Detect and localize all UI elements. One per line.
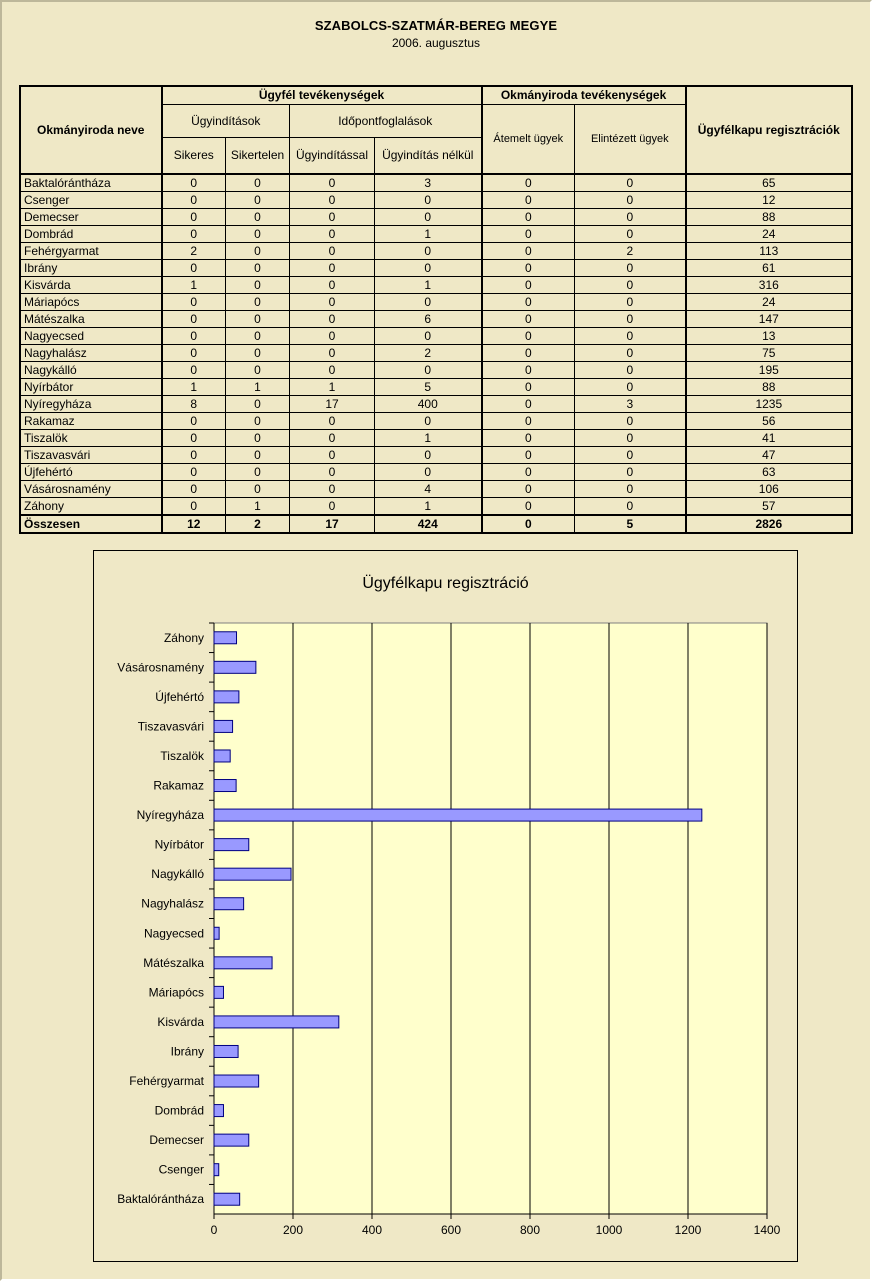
with-initiation-cell: 0	[290, 260, 375, 277]
header-client-activities: Ügyfél tevékenységek	[162, 87, 482, 105]
transferred-cell: 0	[482, 345, 575, 362]
transferred-cell: 0	[482, 481, 575, 498]
with-initiation-cell: 17	[290, 515, 375, 533]
bar-chart	[94, 551, 797, 1261]
header-appointments: Időpontfoglalások	[290, 105, 482, 138]
transferred-cell: 0	[482, 277, 575, 294]
with-initiation-cell: 0	[290, 174, 375, 192]
success-cell: 0	[162, 447, 226, 464]
without-initiation-cell: 1	[375, 226, 482, 243]
office-name-cell: Újfehértó	[21, 464, 162, 481]
office-name-cell: Demecser	[21, 209, 162, 226]
office-name-cell: Vásárosnamény	[21, 481, 162, 498]
without-initiation-cell: 2	[375, 345, 482, 362]
without-initiation-cell: 400	[375, 396, 482, 413]
category-label: Kisvárda	[157, 1014, 204, 1029]
handled-cell: 0	[575, 498, 686, 516]
bar	[214, 691, 239, 703]
registrations-cell: 1235	[686, 396, 852, 413]
without-initiation-cell: 5	[375, 379, 482, 396]
with-initiation-cell: 0	[290, 243, 375, 260]
transferred-cell: 0	[482, 379, 575, 396]
with-initiation-cell: 0	[290, 481, 375, 498]
registrations-cell: 57	[686, 498, 852, 516]
bar	[214, 1075, 259, 1087]
bar	[214, 1193, 240, 1205]
success-cell: 0	[162, 345, 226, 362]
fail-cell: 0	[226, 174, 290, 192]
category-label: Tiszavasvári	[137, 719, 204, 734]
category-label: Nagyecsed	[143, 926, 204, 941]
transferred-cell: 0	[482, 396, 575, 413]
table-row	[21, 311, 852, 328]
office-name-cell: Csenger	[21, 192, 162, 209]
without-initiation-cell: 424	[375, 515, 482, 533]
header-office-activities: Okmányiroda tevékenységek	[482, 87, 686, 105]
success-cell: 0	[162, 192, 226, 209]
with-initiation-cell: 0	[290, 209, 375, 226]
bar	[214, 986, 223, 998]
fail-cell: 0	[226, 226, 290, 243]
with-initiation-cell: 0	[290, 277, 375, 294]
office-name-cell: Máriapócs	[21, 294, 162, 311]
category-label: Záhony	[163, 630, 204, 645]
x-tick-label: 200	[282, 1223, 304, 1237]
registrations-cell: 106	[686, 481, 852, 498]
bar	[214, 750, 230, 762]
fail-cell: 0	[226, 294, 290, 311]
bar	[214, 1016, 339, 1028]
bar	[214, 927, 219, 939]
handled-cell: 0	[575, 481, 686, 498]
transferred-cell: 0	[482, 447, 575, 464]
table-row	[21, 413, 852, 430]
success-cell: 0	[162, 498, 226, 516]
fail-cell: 0	[226, 243, 290, 260]
handled-cell: 0	[575, 277, 686, 294]
table-row	[21, 379, 852, 396]
success-cell: 0	[162, 413, 226, 430]
with-initiation-cell: 1	[290, 379, 375, 396]
success-cell: 1	[162, 277, 226, 294]
success-cell: 0	[162, 226, 226, 243]
registrations-cell: 24	[686, 294, 852, 311]
handled-cell: 0	[575, 311, 686, 328]
success-cell: 2	[162, 243, 226, 260]
office-name-cell: Összesen	[21, 515, 162, 533]
table-row	[21, 192, 852, 209]
header-transferred: Átemelt ügyek	[482, 105, 575, 175]
chart-title: Ügyfélkapu regisztráció	[362, 575, 529, 592]
with-initiation-cell: 0	[290, 498, 375, 516]
office-name-cell: Fehérgyarmat	[21, 243, 162, 260]
registrations-cell: 13	[686, 328, 852, 345]
success-cell: 0	[162, 362, 226, 379]
with-initiation-cell: 0	[290, 413, 375, 430]
table-row	[21, 430, 852, 447]
registrations-cell: 316	[686, 277, 852, 294]
bar	[214, 809, 702, 821]
bar	[214, 1164, 219, 1176]
category-label: Nagyhalász	[141, 896, 204, 911]
bar	[214, 957, 272, 969]
fail-cell: 1	[226, 379, 290, 396]
handled-cell: 0	[575, 447, 686, 464]
without-initiation-cell: 0	[375, 447, 482, 464]
handled-cell: 0	[575, 413, 686, 430]
fail-cell: 2	[226, 515, 290, 533]
transferred-cell: 0	[482, 362, 575, 379]
transferred-cell: 0	[482, 413, 575, 430]
with-initiation-cell: 0	[290, 226, 375, 243]
category-label: Dombrád	[154, 1103, 204, 1118]
registrations-cell: 56	[686, 413, 852, 430]
success-cell: 8	[162, 396, 226, 413]
total-row	[21, 515, 852, 533]
table-row	[21, 260, 852, 277]
registrations-cell: 88	[686, 209, 852, 226]
transferred-cell: 0	[482, 209, 575, 226]
table-row	[21, 396, 852, 413]
table-row	[21, 362, 852, 379]
without-initiation-cell: 4	[375, 481, 482, 498]
fail-cell: 0	[226, 209, 290, 226]
registrations-cell: 88	[686, 379, 852, 396]
without-initiation-cell: 0	[375, 328, 482, 345]
without-initiation-cell: 0	[375, 294, 482, 311]
with-initiation-cell: 0	[290, 328, 375, 345]
handled-cell: 0	[575, 430, 686, 447]
with-initiation-cell: 0	[290, 311, 375, 328]
table-row	[21, 174, 852, 192]
handled-cell: 0	[575, 345, 686, 362]
bar	[214, 898, 244, 910]
office-name-cell: Nagyecsed	[21, 328, 162, 345]
fail-cell: 0	[226, 447, 290, 464]
handled-cell: 2	[575, 243, 686, 260]
header-handled: Elintézett ügyek	[575, 105, 686, 175]
fail-cell: 0	[226, 413, 290, 430]
success-cell: 12	[162, 515, 226, 533]
x-tick-label: 800	[519, 1223, 541, 1237]
success-cell: 0	[162, 260, 226, 277]
fail-cell: 0	[226, 192, 290, 209]
handled-cell: 3	[575, 396, 686, 413]
office-name-cell: Nagyhalász	[21, 345, 162, 362]
registrations-cell: 75	[686, 345, 852, 362]
registrations-cell: 24	[686, 226, 852, 243]
without-initiation-cell: 1	[375, 498, 482, 516]
category-label: Nyírbátor	[154, 837, 204, 852]
without-initiation-cell: 0	[375, 413, 482, 430]
transferred-cell: 0	[482, 430, 575, 447]
x-tick-label: 1200	[674, 1223, 702, 1237]
office-name-cell: Nagykálló	[21, 362, 162, 379]
handled-cell: 0	[575, 379, 686, 396]
table-row	[21, 498, 852, 516]
header-with-initiation: Ügyindítással	[290, 138, 375, 175]
registrations-cell: 147	[686, 311, 852, 328]
statistics-table	[20, 86, 852, 533]
transferred-cell: 0	[482, 311, 575, 328]
fail-cell: 0	[226, 396, 290, 413]
header-initiations: Ügyindítások	[162, 105, 290, 138]
category-label: Máriapócs	[148, 985, 204, 1000]
table-row	[21, 209, 852, 226]
office-name-cell: Kisvárda	[21, 277, 162, 294]
header-office-name: Okmányiroda neve	[21, 87, 162, 175]
transferred-cell: 0	[482, 226, 575, 243]
office-name-cell: Nyírbátor	[21, 379, 162, 396]
table-row	[21, 447, 852, 464]
transferred-cell: 0	[482, 260, 575, 277]
transferred-cell: 0	[482, 192, 575, 209]
handled-cell: 0	[575, 464, 686, 481]
without-initiation-cell: 0	[375, 260, 482, 277]
bar	[214, 1045, 238, 1057]
bar	[214, 632, 237, 644]
success-cell: 0	[162, 464, 226, 481]
fail-cell: 0	[226, 430, 290, 447]
success-cell: 0	[162, 311, 226, 328]
office-name-cell: Tiszalök	[21, 430, 162, 447]
handled-cell: 0	[575, 362, 686, 379]
category-label: Újfehértó	[155, 689, 204, 704]
registrations-cell: 113	[686, 243, 852, 260]
x-tick-label: 400	[361, 1223, 383, 1237]
table-row	[21, 481, 852, 498]
success-cell: 0	[162, 209, 226, 226]
with-initiation-cell: 0	[290, 447, 375, 464]
table-row	[21, 277, 852, 294]
table-row	[21, 294, 852, 311]
bar	[214, 720, 233, 732]
handled-cell: 0	[575, 209, 686, 226]
header-without-initiation: Ügyindítás nélkül	[375, 138, 482, 175]
office-name-cell: Baktalórántháza	[21, 174, 162, 192]
header-fail: Sikertelen	[226, 138, 290, 175]
category-label: Nagykálló	[151, 867, 204, 882]
handled-cell: 0	[575, 174, 686, 192]
handled-cell: 0	[575, 226, 686, 243]
success-cell: 0	[162, 481, 226, 498]
office-name-cell: Ibrány	[21, 260, 162, 277]
category-label: Baktalórántháza	[117, 1192, 204, 1207]
office-name-cell: Mátészalka	[21, 311, 162, 328]
bar	[214, 1134, 249, 1146]
registrations-cell: 63	[686, 464, 852, 481]
fail-cell: 0	[226, 277, 290, 294]
transferred-cell: 0	[482, 174, 575, 192]
office-name-cell: Nyíregyháza	[21, 396, 162, 413]
success-cell: 1	[162, 379, 226, 396]
handled-cell: 0	[575, 192, 686, 209]
without-initiation-cell: 3	[375, 174, 482, 192]
transferred-cell: 0	[482, 328, 575, 345]
registrations-cell: 195	[686, 362, 852, 379]
with-initiation-cell: 17	[290, 396, 375, 413]
table-row	[21, 226, 852, 243]
header-success: Sikeres	[162, 138, 226, 175]
plot-area	[214, 623, 767, 1214]
with-initiation-cell: 0	[290, 362, 375, 379]
handled-cell: 0	[575, 294, 686, 311]
x-tick-label: 0	[210, 1223, 218, 1237]
category-label: Ibrány	[170, 1044, 204, 1059]
fail-cell: 0	[226, 362, 290, 379]
x-tick-label: 1400	[753, 1223, 781, 1237]
success-cell: 0	[162, 430, 226, 447]
handled-cell: 0	[575, 260, 686, 277]
success-cell: 0	[162, 294, 226, 311]
with-initiation-cell: 0	[290, 345, 375, 362]
bar	[214, 780, 236, 792]
x-tick-label: 1000	[595, 1223, 623, 1237]
bar	[214, 661, 256, 673]
table-row	[21, 243, 852, 260]
category-label: Vásárosnamény	[117, 660, 204, 675]
category-label: Tiszalök	[160, 748, 204, 763]
category-label: Mátészalka	[143, 955, 204, 970]
without-initiation-cell: 1	[375, 277, 482, 294]
handled-cell: 5	[575, 515, 686, 533]
page-subtitle: 2006. augusztus	[391, 36, 481, 50]
fail-cell: 1	[226, 498, 290, 516]
bar	[214, 868, 291, 880]
category-label: Demecser	[149, 1133, 204, 1148]
bar	[214, 1105, 223, 1117]
table-row	[21, 328, 852, 345]
without-initiation-cell: 0	[375, 362, 482, 379]
transferred-cell: 0	[482, 464, 575, 481]
page-title: SZABOLCS-SZATMÁR-BEREG MEGYE	[314, 18, 558, 33]
registrations-cell: 41	[686, 430, 852, 447]
without-initiation-cell: 6	[375, 311, 482, 328]
registrations-cell: 47	[686, 447, 852, 464]
table-row	[21, 345, 852, 362]
fail-cell: 0	[226, 345, 290, 362]
chart-container	[93, 550, 798, 1262]
fail-cell: 0	[226, 260, 290, 277]
registrations-cell: 61	[686, 260, 852, 277]
registrations-cell: 12	[686, 192, 852, 209]
office-name-cell: Rakamaz	[21, 413, 162, 430]
with-initiation-cell: 0	[290, 430, 375, 447]
office-name-cell: Dombrád	[21, 226, 162, 243]
with-initiation-cell: 0	[290, 294, 375, 311]
handled-cell: 0	[575, 328, 686, 345]
category-label: Rakamaz	[153, 778, 204, 793]
without-initiation-cell: 0	[375, 464, 482, 481]
transferred-cell: 0	[482, 498, 575, 516]
transferred-cell: 0	[482, 294, 575, 311]
table-row	[21, 464, 852, 481]
x-tick-label: 600	[440, 1223, 462, 1237]
category-label: Csenger	[158, 1162, 204, 1177]
office-name-cell: Tiszavasvári	[21, 447, 162, 464]
registrations-cell: 65	[686, 174, 852, 192]
fail-cell: 0	[226, 311, 290, 328]
transferred-cell: 0	[482, 515, 575, 533]
with-initiation-cell: 0	[290, 464, 375, 481]
header-registrations: Ügyfélkapu regisztrációk	[686, 87, 852, 175]
success-cell: 0	[162, 328, 226, 345]
without-initiation-cell: 1	[375, 430, 482, 447]
without-initiation-cell: 0	[375, 209, 482, 226]
fail-cell: 0	[226, 464, 290, 481]
registrations-cell: 2826	[686, 515, 852, 533]
without-initiation-cell: 0	[375, 243, 482, 260]
fail-cell: 0	[226, 328, 290, 345]
category-label: Nyíregyháza	[136, 808, 204, 823]
office-name-cell: Záhony	[21, 498, 162, 516]
fail-cell: 0	[226, 481, 290, 498]
bar	[214, 839, 249, 851]
success-cell: 0	[162, 174, 226, 192]
without-initiation-cell: 0	[375, 192, 482, 209]
category-label: Fehérgyarmat	[129, 1074, 204, 1089]
with-initiation-cell: 0	[290, 192, 375, 209]
transferred-cell: 0	[482, 243, 575, 260]
